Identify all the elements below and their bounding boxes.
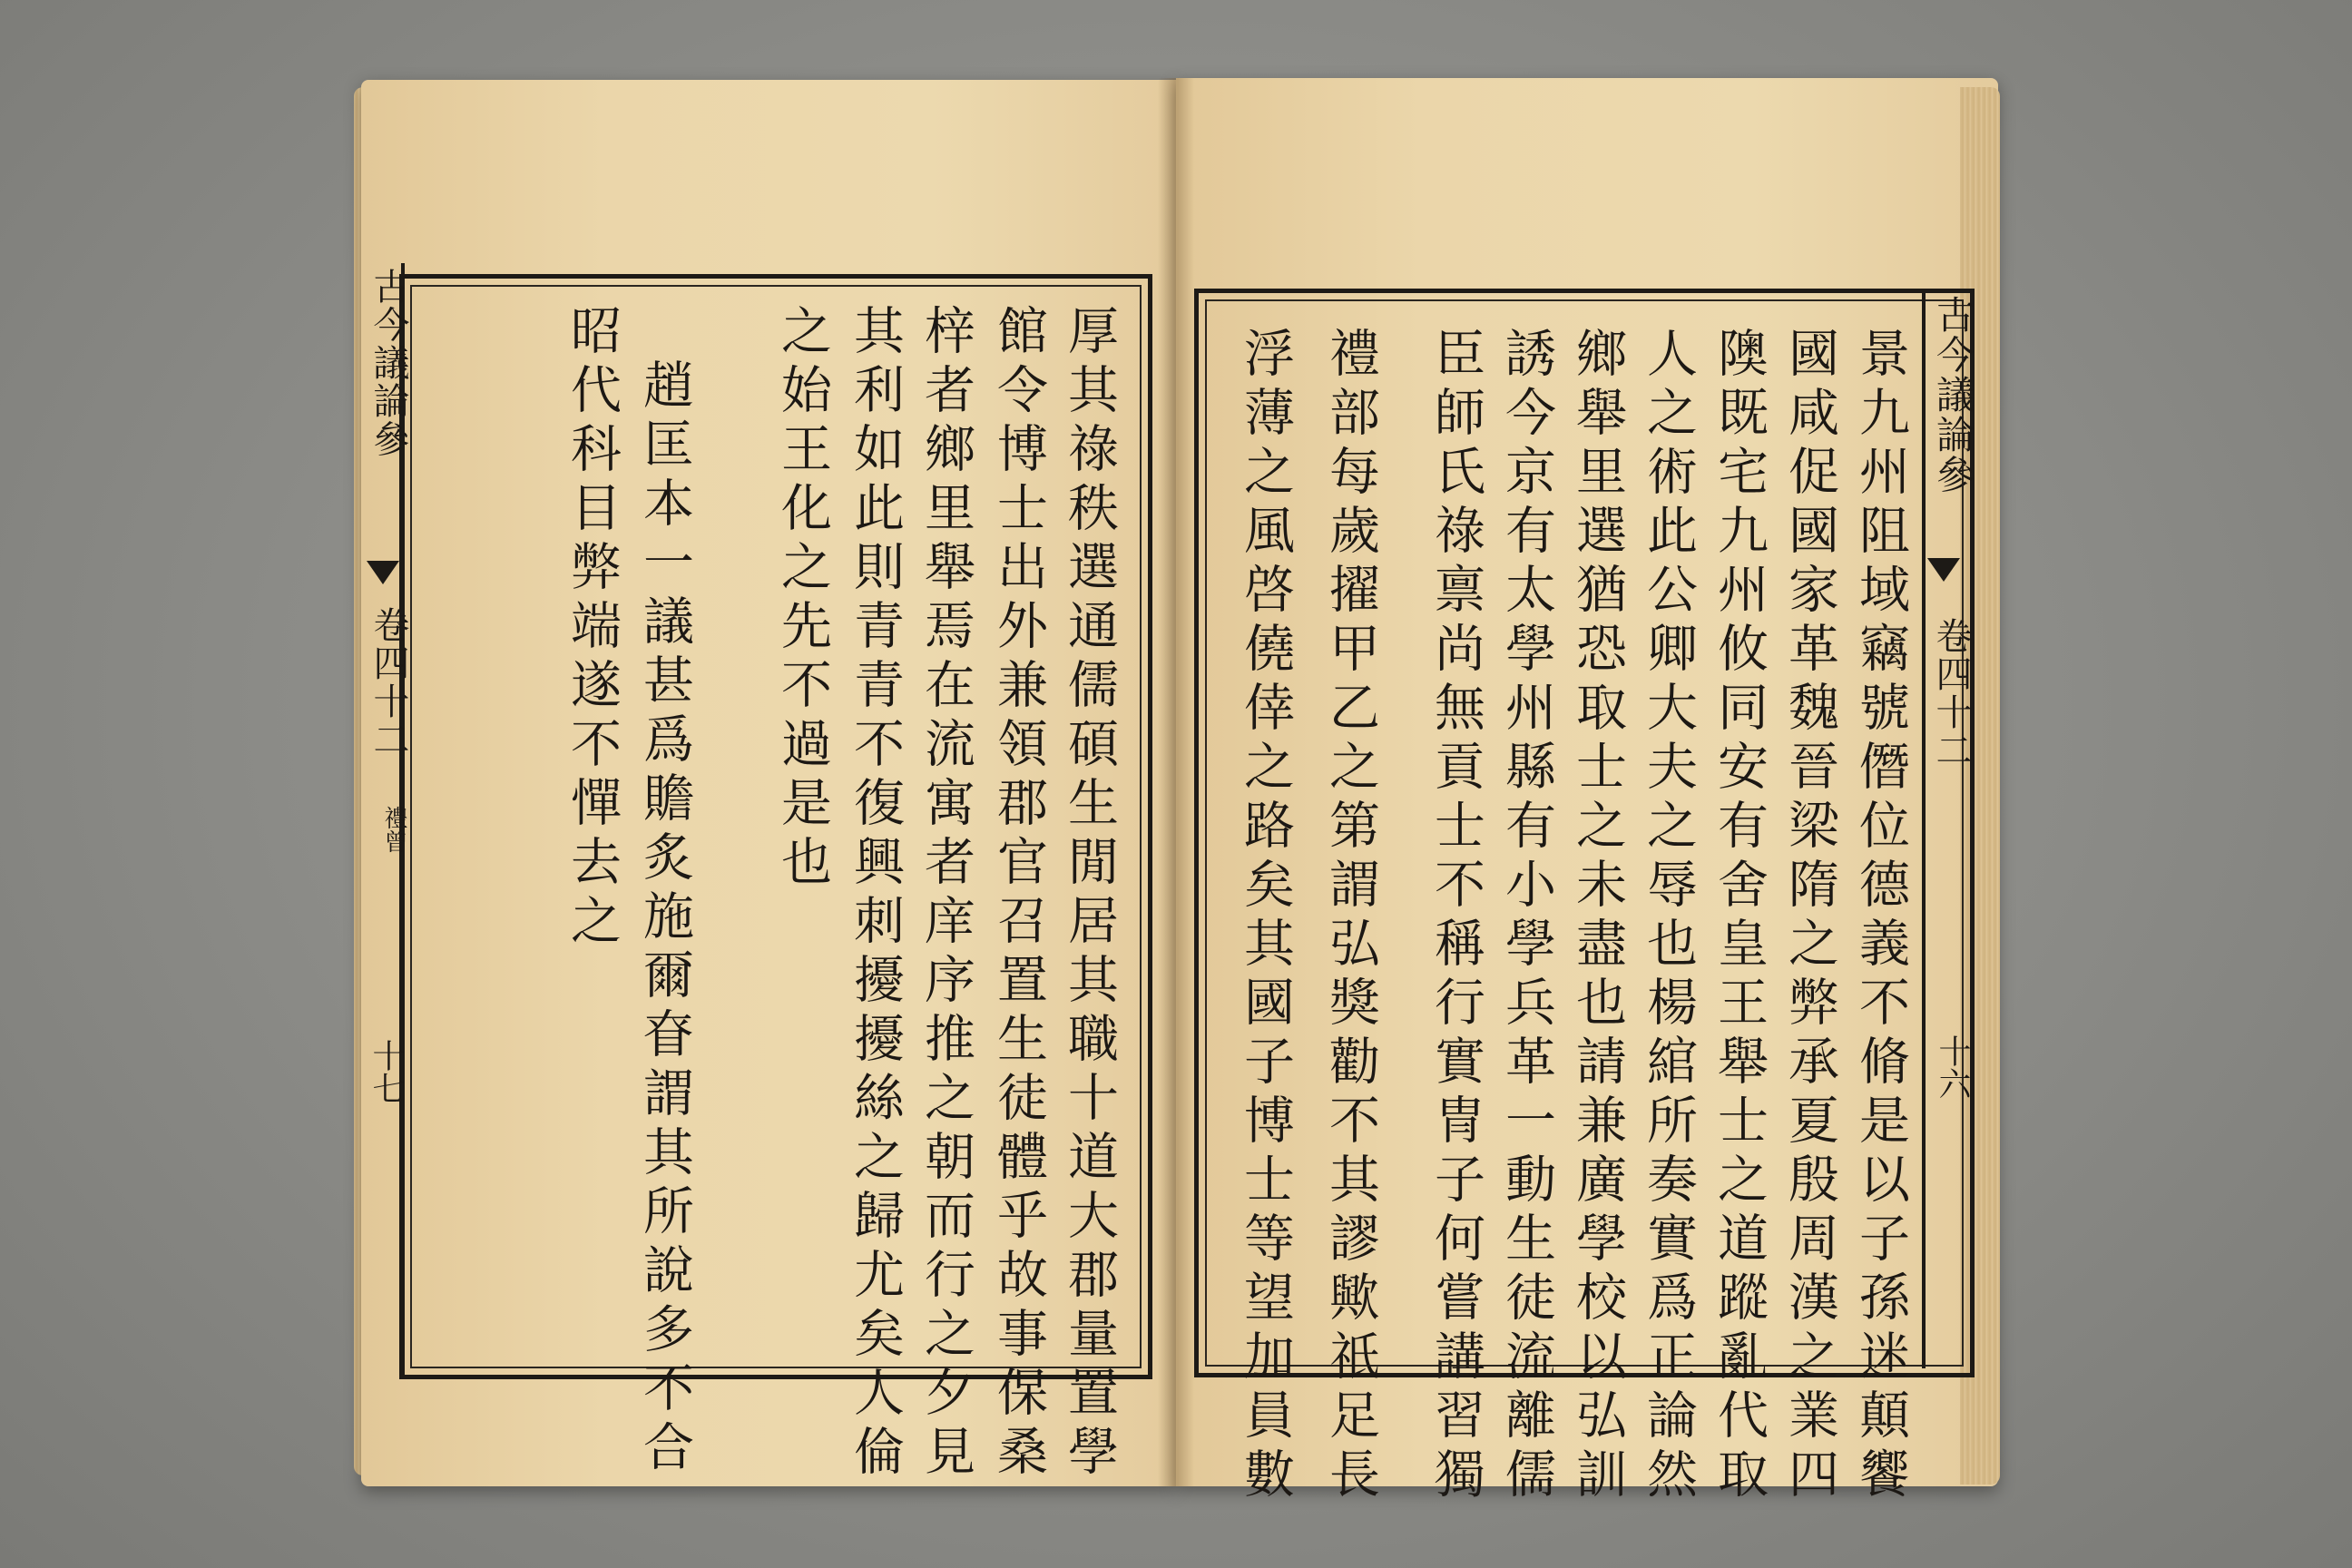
left-margin-page: 十七: [368, 1039, 405, 1104]
right-text-column-7: 臣師氏祿禀尚無貢士不稱行實冑子何嘗講習獨: [1426, 327, 1485, 1506]
right-text-column-4: 人之術此公卿大夫之辱也楊綰所奏實爲正論然: [1639, 327, 1698, 1506]
left-fish-tail-mark: [367, 561, 399, 584]
right-text-column-5: 鄉舉里選猶恐取士之未盡也請兼廣學校以弘訓: [1568, 327, 1627, 1506]
book-gutter: [1158, 78, 1194, 1486]
right-margin-page: 十六: [1934, 1034, 1971, 1100]
left-text-column-7: 昭代科目弊端遂不憚去之: [563, 304, 622, 953]
right-text-column-6: 誘今京有太學州縣有小學兵革一動生徒流離儒: [1497, 327, 1556, 1506]
left-text-column-1: 厚其祿秩選通儒碩生閒居其職十道大郡量置學: [1060, 304, 1119, 1484]
right-text-column-1: 景九州阻域竊號僭位德義不脩是以子孫迷顛饗: [1851, 327, 1910, 1506]
right-text-column-9: 浮薄之風啓僥倖之路矣其國子博士等望加員數: [1236, 327, 1295, 1506]
right-margin-title: 古今議論參: [1931, 295, 1975, 495]
left-margin-volume: 卷四十二: [368, 606, 409, 759]
left-text-column-6: 趙匡本一議甚爲贍炙施爾眘謂其所說多不合: [635, 358, 694, 1479]
left-margin-section: 禮曾: [380, 806, 407, 853]
right-text-column-2: 國咸促國家革魏晉梁隋之弊承夏殷周漢之業四: [1780, 327, 1839, 1506]
left-text-column-5: 之始王化之先不過是也: [773, 304, 832, 894]
left-text-column-4: 其利如此則青青不復興刺擾擾絲之歸尤矣人倫: [846, 304, 905, 1484]
right-text-column-8: 禮部每歲擢甲乙之第謂弘獎勸不其謬歟祇足長: [1321, 327, 1380, 1506]
right-text-column-3: 隩既宅九州攸同安有舍皇王舉士之道蹤亂代取: [1710, 327, 1769, 1506]
left-text-column-3: 梓者鄉里舉焉在流寓者庠序推之朝而行之夕見: [916, 304, 975, 1484]
right-fish-tail-mark: [1927, 558, 1960, 582]
left-margin-title: 古今議論參: [368, 268, 409, 458]
left-text-column-2: 館令博士出外兼領郡官召置生徒體乎故事保桑: [989, 304, 1048, 1484]
right-margin-volume: 卷四十二: [1930, 617, 1972, 769]
